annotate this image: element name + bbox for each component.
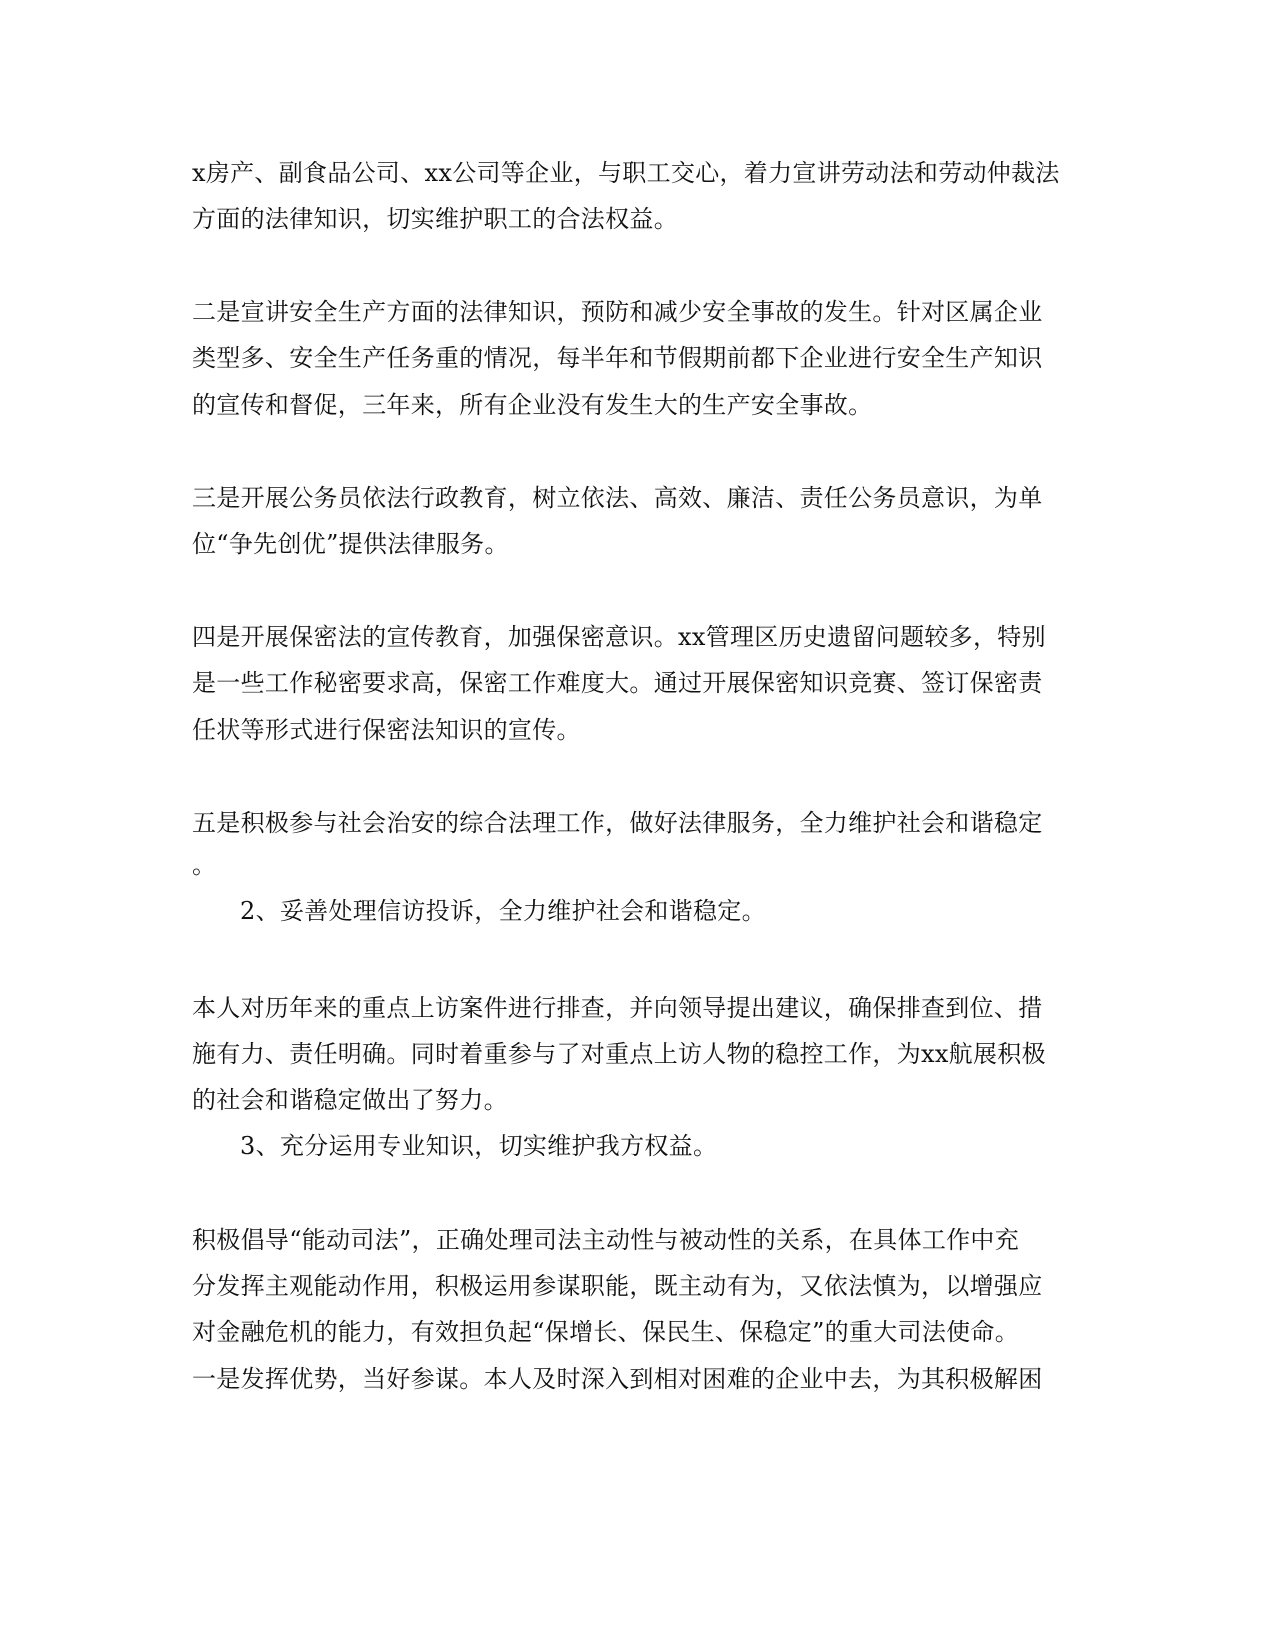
text-line: 分发挥主观能动作用，积极运用参谋职能，既主动有为，又依法慎为，以增强应 (192, 1272, 1043, 1300)
text-line: 方面的法律知识，切实维护职工的合法权益。 (192, 205, 678, 233)
text-line: 位“争先创优”提供法律服务。 (192, 530, 509, 558)
text-line: 四是开展保密法的宣传教育，加强保密意识。xx管理区历史遗留问题较多，特别 (192, 623, 1046, 651)
text-line: 是一些工作秘密要求高，保密工作难度大。通过开展保密知识竞赛、签订保密责 (192, 669, 1043, 697)
text-line: 的社会和谐稳定做出了努力。 (192, 1086, 508, 1114)
text-line: 三是开展公务员依法行政教育，树立依法、高效、廉洁、责任公务员意识，为单 (192, 484, 1043, 512)
section-heading: 2、妥善处理信访投诉，全力维护社会和谐稳定。 (240, 897, 766, 925)
text-line: 任状等形式进行保密法知识的宣传。 (192, 716, 581, 744)
text-line: 类型多、安全生产任务重的情况，每半年和节假期前都下企业进行安全生产知识 (192, 344, 1043, 372)
text-line: 施有力、责任明确。同时着重参与了对重点上访人物的稳控工作，为xx航展积极 (192, 1040, 1046, 1068)
text-line: 。 (192, 851, 217, 879)
text-line: x房产、副食品公司、xx公司等企业，与职工交心，着力宣讲劳动法和劳动仲裁法 (192, 159, 1060, 187)
text-line: 五是积极参与社会治安的综合法理工作，做好法律服务，全力维护社会和谐稳定 (192, 809, 1043, 837)
text-line: 本人对历年来的重点上访案件进行排查，并向领导提出建议，确保排查到位、措 (192, 994, 1043, 1022)
text-line: 二是宣讲安全生产方面的法律知识，预防和减少安全事故的发生。针对区属企业 (192, 298, 1043, 326)
text-line: 一是发挥优势，当好参谋。本人及时深入到相对困难的企业中去，为其积极解困 (192, 1365, 1043, 1393)
text-line: 对金融危机的能力，有效担负起“保增长、保民生、保稳定”的重大司法使命。 (192, 1318, 1020, 1346)
text-line: 积极倡导“能动司法”，正确处理司法主动性与被动性的关系，在具体工作中充 (192, 1226, 1020, 1254)
text-line: 的宣传和督促，三年来，所有企业没有发生大的生产安全事故。 (192, 391, 873, 419)
section-heading: 3、充分运用专业知识，切实维护我方权益。 (240, 1132, 718, 1160)
